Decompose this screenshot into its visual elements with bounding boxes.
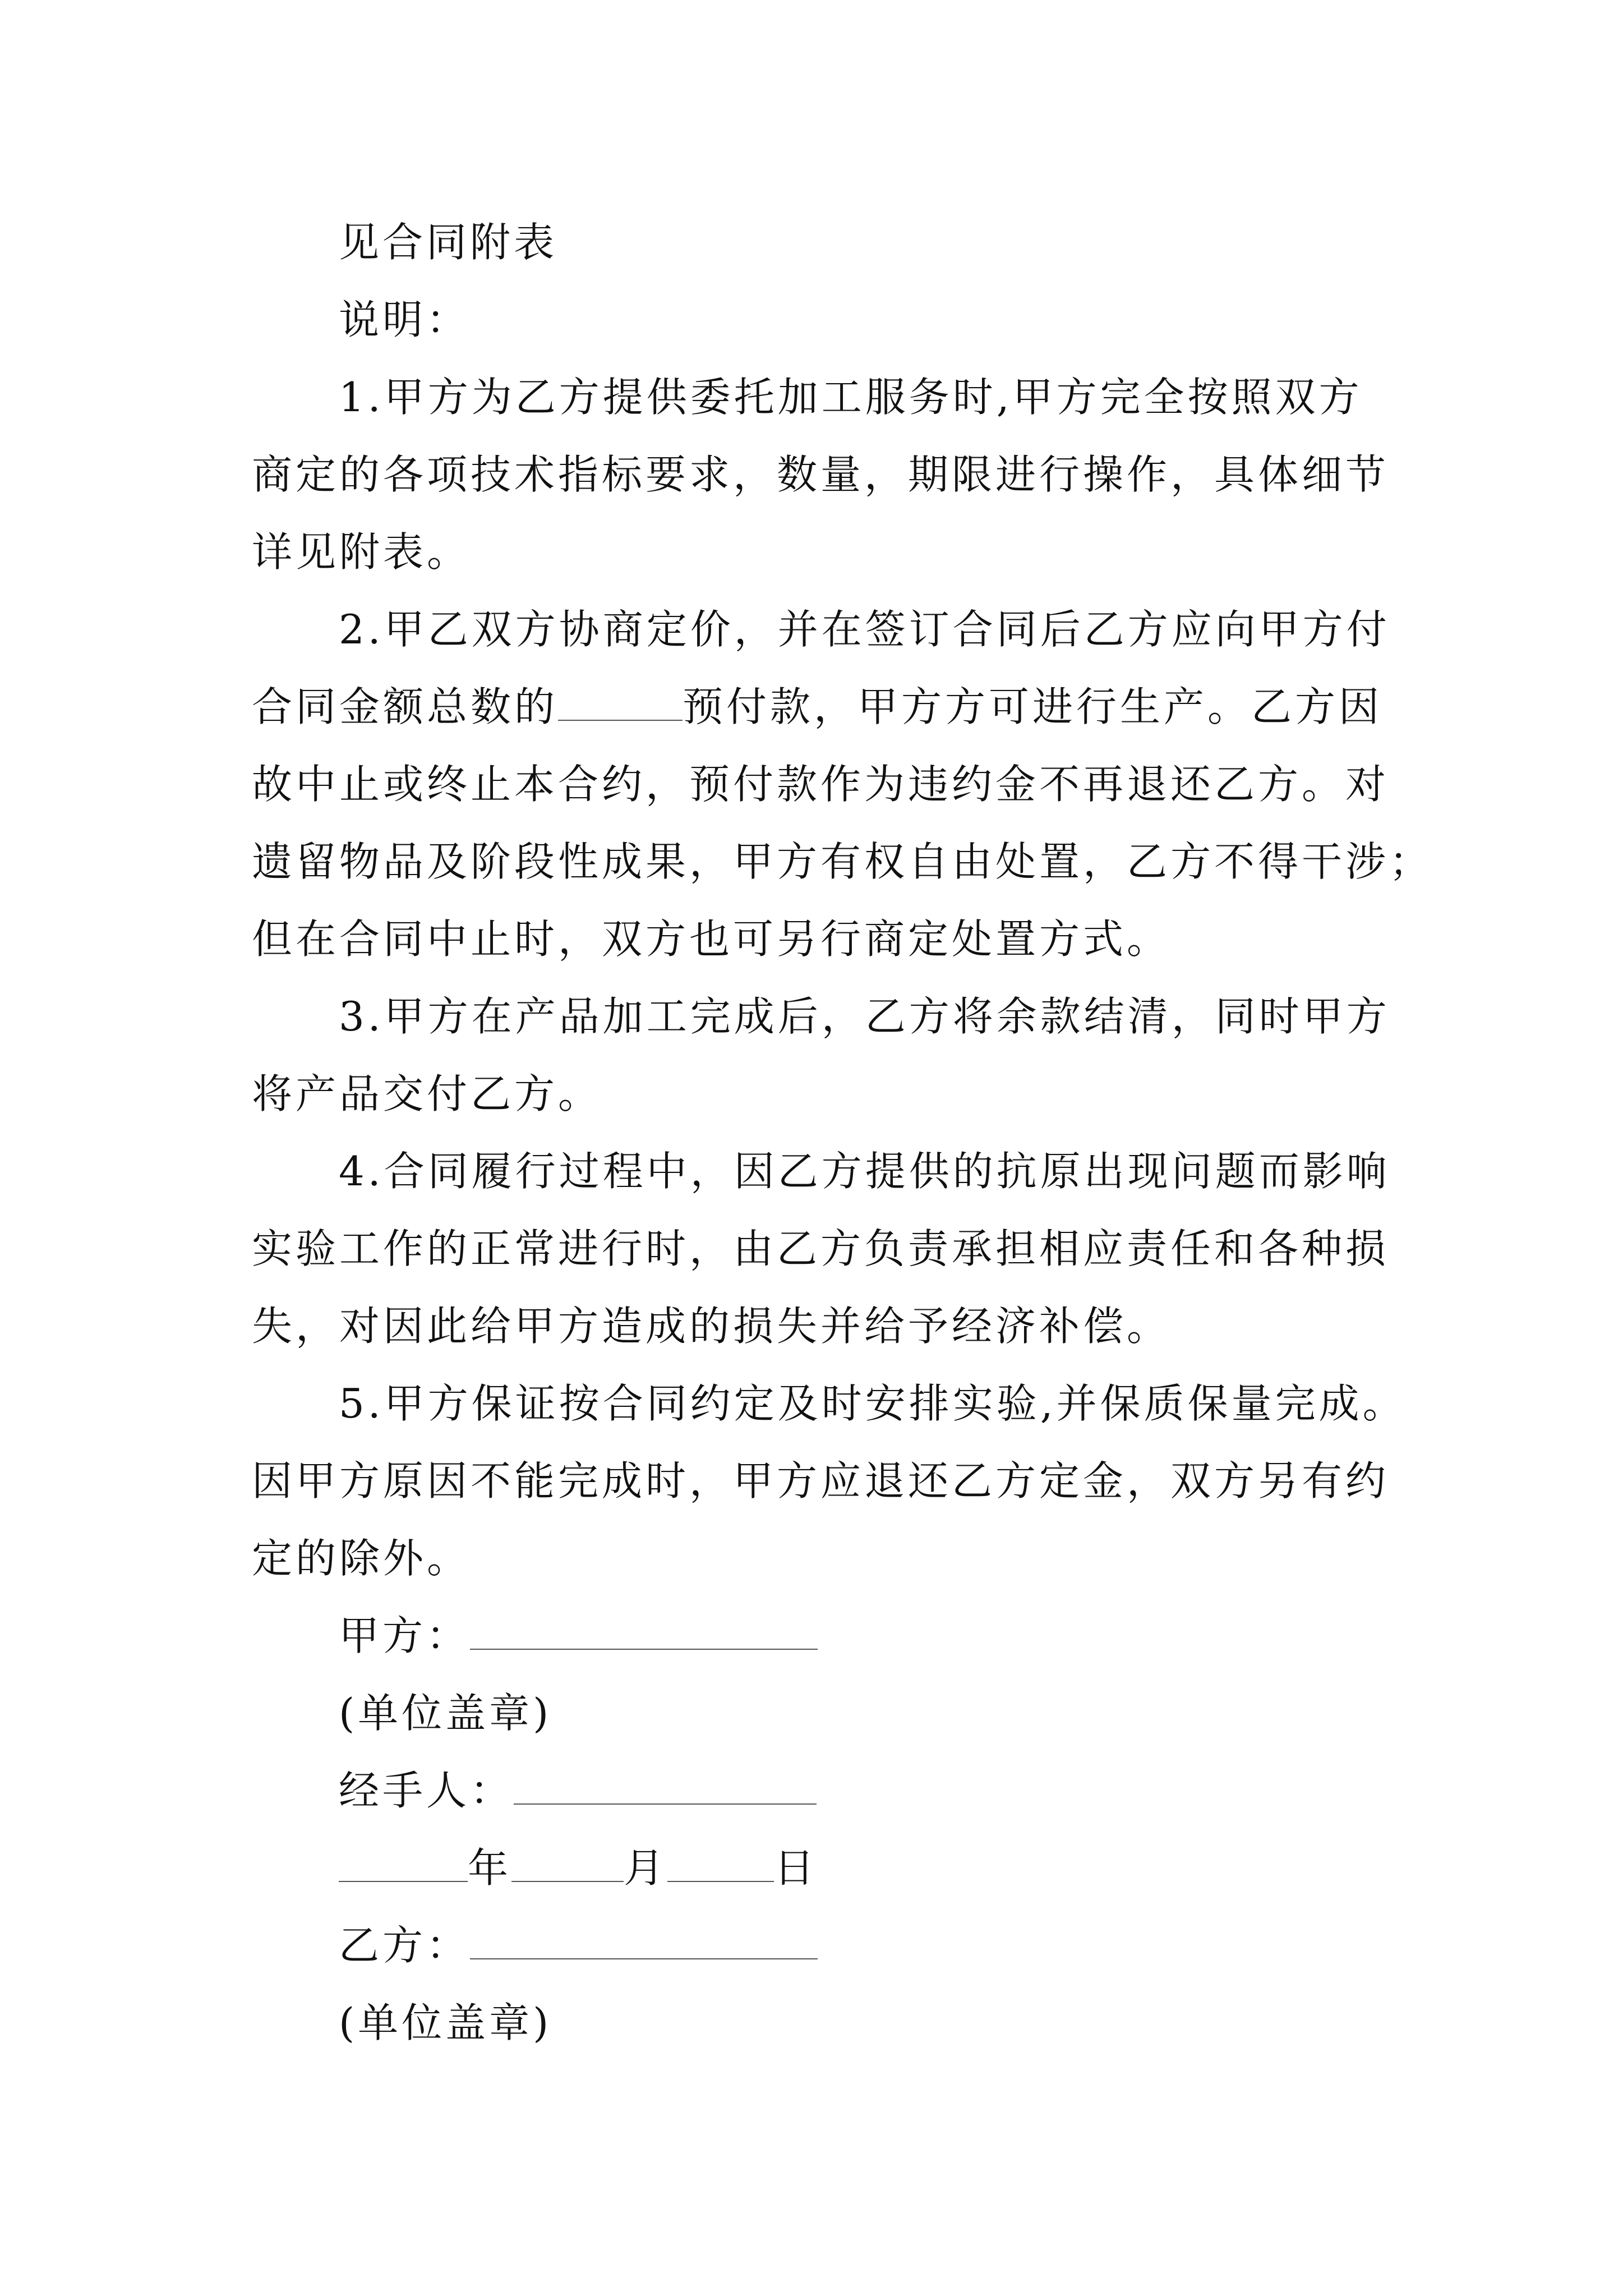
- clause-2-line-2: [252, 679, 1382, 735]
- handler-signature-line: [514, 1764, 817, 1805]
- clause-1-line-2: 商定的各项技术指标要求，数量，期限进行操作，具体细节: [252, 451, 1390, 498]
- clause-5-line-2: 因甲方原因不能完成时，甲方应退还乙方定金，双方另有约: [252, 1457, 1390, 1504]
- clause-2-line-3: 故中止或终止本合约，预付款作为违约金不再退还乙方。对: [252, 761, 1390, 808]
- clause-2-line-1: 2.甲乙双方协商定价，并在签订合同后乙方应向甲方付: [339, 606, 1390, 653]
- party-a-seal: (单位盖章): [339, 1690, 552, 1737]
- clause-2-text-before-blank: 合同金额总数的: [252, 683, 559, 730]
- handler-row: [339, 1763, 817, 1819]
- party-b-signature-line: [470, 1919, 818, 1959]
- date-row: [339, 1840, 818, 1896]
- clause-1-line-1: 1.甲方为乙方提供委托加工服务时,甲方完全按照双方: [339, 374, 1363, 421]
- party-a-signature-line: [470, 1609, 818, 1650]
- clause-4-line-1: 4.合同履行过程中，因乙方提供的抗原出现问题而影响: [339, 1148, 1390, 1195]
- clause-2-text-after-blank: 预付款，甲方方可进行生产。乙方因: [683, 683, 1383, 730]
- clause-3-line-2: 将产品交付乙方。: [252, 1070, 602, 1117]
- party-b-seal: (单位盖章): [339, 1999, 552, 2046]
- month-blank: [511, 1842, 624, 1882]
- clause-5-line-3: 定的除外。: [252, 1535, 471, 1582]
- handler-label: 经手人：: [339, 1767, 514, 1814]
- clause-3-line-1: 3.甲方在产品加工完成后，乙方将余款结清，同时甲方: [339, 993, 1390, 1040]
- clause-1-line-3: 详见附表。: [252, 528, 471, 576]
- month-label: 月: [624, 1844, 668, 1892]
- year-label: 年: [468, 1844, 512, 1892]
- clause-4-line-3: 失，对因此给甲方造成的损失并给予经济补偿。: [252, 1303, 1171, 1350]
- party-a-label: 甲方：: [339, 1612, 471, 1659]
- attachment-reference: 见合同附表: [339, 219, 558, 266]
- day-blank: [667, 1842, 774, 1882]
- note-label: 说明：: [339, 296, 471, 343]
- party-b-row: [339, 1917, 818, 1973]
- clause-2-line-4: 遗留物品及阶段性成果，甲方有权自由处置，乙方不得干涉；: [252, 838, 1433, 885]
- party-b-label: 乙方：: [339, 1922, 471, 1969]
- clause-5-line-1: 5.甲方保证按合同约定及时安排实验,并保质保量完成。: [339, 1380, 1407, 1427]
- clause-2-line-5: 但在合同中止时，双方也可另行商定处置方式。: [252, 915, 1171, 963]
- party-a-row: [339, 1608, 818, 1664]
- day-label: 日: [774, 1844, 818, 1892]
- year-blank: [339, 1842, 468, 1882]
- prepayment-ratio-blank: [558, 685, 683, 721]
- clause-4-line-2: 实验工作的正常进行时，由乙方负责承担相应责任和各种损: [252, 1225, 1390, 1272]
